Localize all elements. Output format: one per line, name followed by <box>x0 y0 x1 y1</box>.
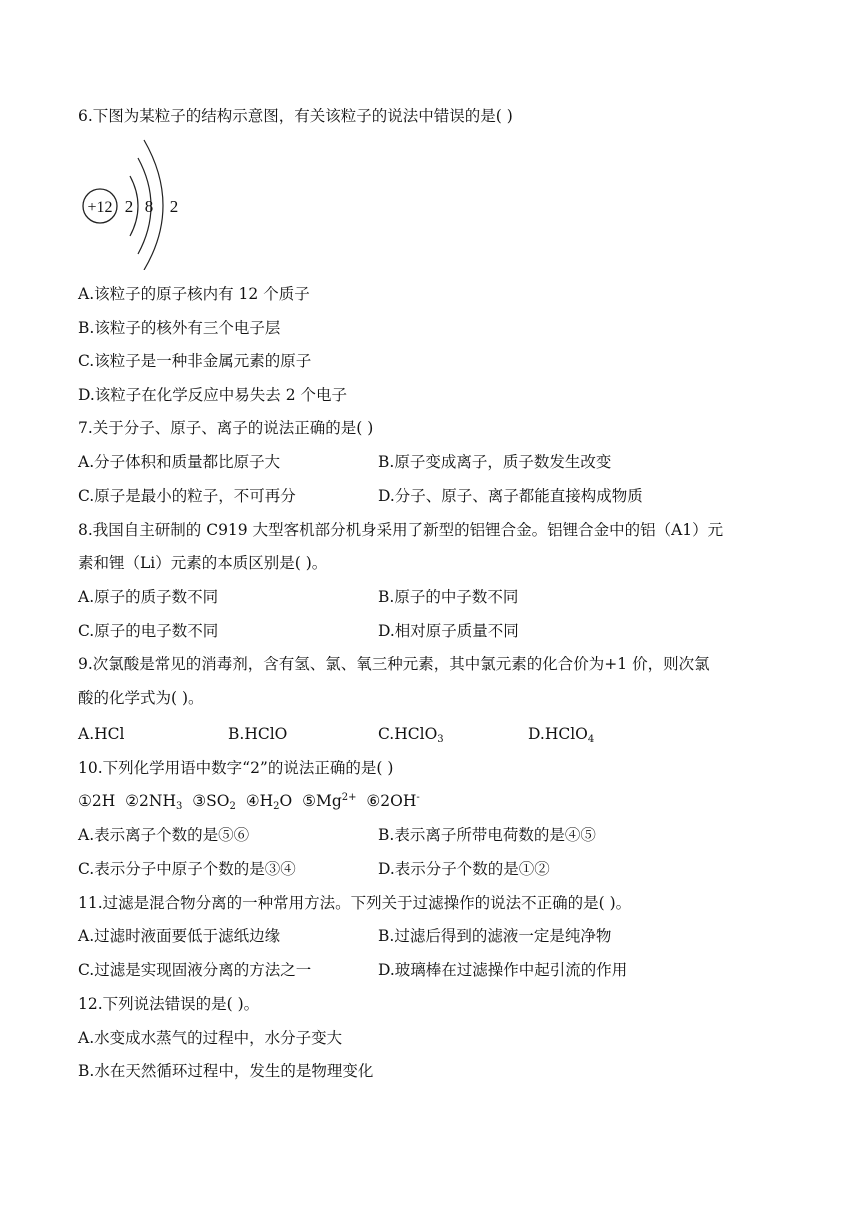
q6-option-c: C.该粒子是一种非金属元素的原子 <box>78 352 312 370</box>
q10-symbol-list <box>78 791 420 811</box>
q11-option-b: B.过滤后得到的滤液一定是纯净物 <box>378 927 612 945</box>
q6-option-d: D.该粒子在化学反应中易失去 2 个电子 <box>78 386 348 404</box>
q11-option-d: D.玻璃棒在过滤操作中起引流的作用 <box>378 961 628 979</box>
q8-option-a: A.原子的质子数不同 <box>78 588 219 606</box>
q11-option-c: C.过滤是实现固液分离的方法之一 <box>78 961 312 979</box>
q7-option-b: B.原子变成离子，质子数发生改变 <box>378 453 612 471</box>
q8-stem-line1: 8.我国自主研制的 C919 大型客机部分机身采用了新型的铝锂合金。铝锂合金中的铝（A1）元 <box>78 521 724 539</box>
q12-option-a: A.水变成水蒸气的过程中，水分子变大 <box>78 1029 343 1047</box>
q10-item-1: ①2H <box>78 792 116 810</box>
q9-stem-line1: 9.次氯酸是常见的消毒剂，含有氢、氯、氧三种元素，其中氯元素的化合价为+1 价，则次氯 <box>78 655 710 673</box>
nucleus-charge: +12 <box>87 199 113 216</box>
q10-item-4: $④H_2O$ <box>245 792 293 812</box>
q10-item-6: ⑥2OH- <box>366 792 420 810</box>
q6-option-a: A.该粒子的原子核内有 12 个质子 <box>78 285 310 303</box>
q10-option-b: B.表示离子所带电荷数的是④⑤ <box>378 826 596 844</box>
q9-option-b: B.HClO <box>228 725 288 743</box>
q8-option-c: C.原子的电子数不同 <box>78 622 219 640</box>
q6-option-b: B.该粒子的核外有三个电子层 <box>78 319 281 337</box>
q7-stem: 7.关于分子、原子、离子的说法正确的是( ) <box>78 419 374 437</box>
q9-option-c-subscript: 3 <box>437 734 444 745</box>
q6-stem: 6.下图为某粒子的结构示意图，有关该粒子的说法中错误的是( ) <box>78 107 513 125</box>
q9-stem-line2: 酸的化学式为( )。 <box>78 689 204 707</box>
q10-option-d: D.表示分子个数的是①② <box>378 860 550 878</box>
q7-option-d: D.分子、原子、离子都能直接构成物质 <box>378 487 643 505</box>
q9-option-c <box>378 724 444 744</box>
q10-option-c: C.表示分子中原子个数的是③④ <box>78 860 296 878</box>
q8-stem-line2: 素和锂（Li）元素的本质区别是( )。 <box>78 554 328 572</box>
q10-option-a: A.表示离子个数的是⑤⑥ <box>78 826 250 844</box>
q12-option-b: B.水在天然循环过程中，发生的是物理变化 <box>78 1062 374 1080</box>
q9-option-c-formula: HClO <box>394 725 438 743</box>
atom-structure-diagram <box>78 138 188 270</box>
q9-option-d <box>528 724 594 744</box>
q11-option-a: A.过滤时液面要低于滤纸边缘 <box>78 927 281 945</box>
q8-option-b: B.原子的中子数不同 <box>378 588 519 606</box>
shell-3-electrons: 2 <box>169 197 179 216</box>
q10-stem: 10.下列化学用语中数字“2”的说法正确的是( ) <box>78 759 394 777</box>
q9-option-d-subscript: 4 <box>587 734 595 745</box>
q9-option-c-label: C. <box>378 725 395 743</box>
q10-item-3: $③SO_2$ <box>192 792 236 812</box>
q12-stem: 12.下列说法错误的是( )。 <box>78 995 260 1013</box>
q9-option-a: A.HCl <box>78 725 125 743</box>
q11-stem: 11.过滤是混合物分离的一种常用方法。下列关于过滤操作的说法不正确的是( )。 <box>78 894 632 912</box>
q7-option-c: C.原子是最小的粒子，不可再分 <box>78 487 296 505</box>
q10-item-5: $⑤Mg^{2+}$ <box>302 792 357 810</box>
shell-1-electrons: 2 <box>124 197 134 216</box>
q8-option-d: D.相对原子质量不同 <box>378 622 519 640</box>
q7-option-a: A.分子体积和质量都比原子大 <box>78 453 281 471</box>
q10-item-2: $②2NH_3$ <box>125 792 183 812</box>
q9-option-d-formula: HClO <box>544 725 588 743</box>
q9-option-d-label: D. <box>528 725 545 743</box>
shell-2-electrons: 8 <box>144 197 154 216</box>
